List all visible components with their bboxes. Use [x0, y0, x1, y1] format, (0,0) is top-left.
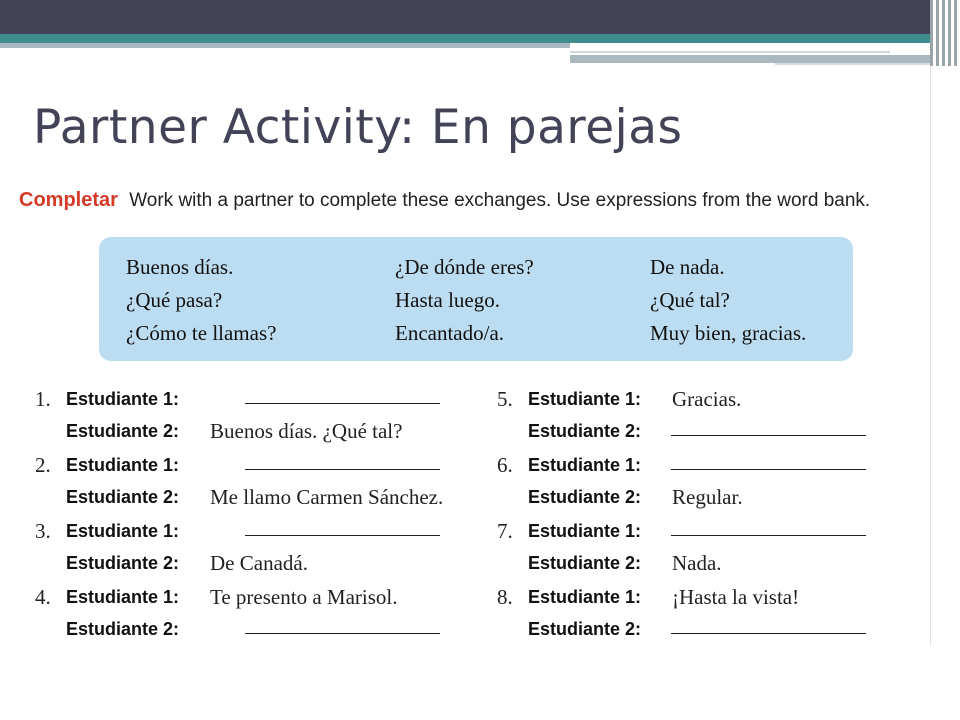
instruction-text: Work with a partner to complete these exchanges. Use expressions from the word bank.	[129, 190, 871, 211]
top-grey-bar-short	[775, 63, 930, 65]
speaker-label: Estudiante 1:	[66, 587, 180, 607]
exchange-1-line-2	[35, 416, 485, 446]
slide-title: Partner Activity: En parejas	[33, 100, 683, 155]
response-text: ¡Hasta la vista!	[672, 585, 800, 609]
word-bank-item: ¿Qué pasa?	[126, 288, 223, 312]
exchange-2-line-2	[35, 482, 485, 512]
exchange-8-line-1	[497, 582, 917, 612]
word-bank-item: Encantado/a.	[395, 321, 505, 345]
top-grey-bar-left	[0, 43, 570, 48]
exchange-7-line-2	[497, 548, 917, 578]
speaker-label: Estudiante 2:	[66, 619, 180, 639]
speaker-label: Estudiante 2:	[66, 421, 180, 441]
exchange-5-line-2	[497, 416, 917, 446]
response-text: Nada.	[672, 551, 722, 575]
speaker-label: Estudiante 1:	[528, 389, 642, 409]
speaker-label: Estudiante 2:	[528, 421, 642, 441]
speaker-label: Estudiante 1:	[66, 389, 180, 409]
exchange-number: 4.	[35, 585, 51, 609]
top-teal-bar	[0, 34, 930, 43]
response-text: De Canadá.	[210, 551, 308, 575]
exchange-6-line-1	[497, 450, 917, 480]
word-bank-item: De nada.	[650, 255, 725, 279]
word-bank-item: ¿De dónde eres?	[395, 255, 534, 279]
speaker-label: Estudiante 2:	[528, 619, 642, 639]
word-bank-item: Buenos días.	[126, 255, 234, 279]
answer-blank[interactable]	[671, 469, 866, 470]
answer-blank[interactable]	[671, 435, 866, 436]
answer-blank[interactable]	[245, 469, 440, 470]
speaker-label: Estudiante 2:	[528, 553, 642, 573]
speaker-label: Estudiante 1:	[528, 455, 642, 475]
response-text: Te presento a Marisol.	[210, 585, 398, 609]
exchange-number: 7.	[497, 519, 513, 543]
response-text: Me llamo Carmen Sánchez.	[210, 485, 444, 509]
exchange-number: 8.	[497, 585, 513, 609]
exchange-3-line-2	[35, 548, 485, 578]
answer-blank[interactable]	[245, 633, 440, 634]
speaker-label: Estudiante 1:	[66, 455, 180, 475]
answer-blank[interactable]	[245, 403, 440, 404]
exchange-4-line-2	[35, 614, 485, 644]
exchange-5-line-1	[497, 384, 917, 414]
answer-blank[interactable]	[245, 535, 440, 536]
exchange-6-line-2	[497, 482, 917, 512]
exchange-number: 3.	[35, 519, 51, 543]
exchange-number: 2.	[35, 453, 51, 477]
speaker-label: Estudiante 2:	[528, 487, 642, 507]
exchange-number: 1.	[35, 387, 51, 411]
speaker-label: Estudiante 1:	[66, 521, 180, 541]
exchange-1-line-1	[35, 384, 485, 414]
word-bank-item: ¿Qué tal?	[650, 288, 730, 312]
answer-blank[interactable]	[671, 633, 866, 634]
speaker-label: Estudiante 1:	[528, 587, 642, 607]
response-text: Gracias.	[672, 387, 742, 411]
exchange-number: 6.	[497, 453, 513, 477]
top-thin-line	[570, 51, 890, 53]
speaker-label: Estudiante 2:	[66, 487, 180, 507]
word-bank-item: Hasta luego.	[395, 288, 500, 312]
exchange-number: 5.	[497, 387, 513, 411]
response-text: Regular.	[672, 485, 743, 509]
top-dark-bar	[0, 0, 960, 34]
word-bank-item: ¿Cómo te llamas?	[126, 321, 277, 345]
exchange-8-line-2	[497, 614, 917, 644]
exchange-3-line-1	[35, 516, 485, 546]
instruction	[19, 189, 934, 212]
word-bank	[99, 237, 853, 361]
exchange-4-line-1	[35, 582, 485, 612]
word-bank-item: Muy bien, gracias.	[650, 321, 807, 345]
answer-blank[interactable]	[671, 535, 866, 536]
speaker-label: Estudiante 1:	[528, 521, 642, 541]
speaker-label: Estudiante 2:	[66, 553, 180, 573]
response-text: Buenos días. ¿Qué tal?	[210, 419, 403, 443]
corner-stripes	[930, 0, 960, 66]
top-grey-bar-right	[570, 55, 930, 63]
exchange-7-line-1	[497, 516, 917, 546]
right-edge-line	[930, 66, 931, 646]
instruction-label: Completar	[19, 189, 118, 211]
exchange-2-line-1	[35, 450, 485, 480]
